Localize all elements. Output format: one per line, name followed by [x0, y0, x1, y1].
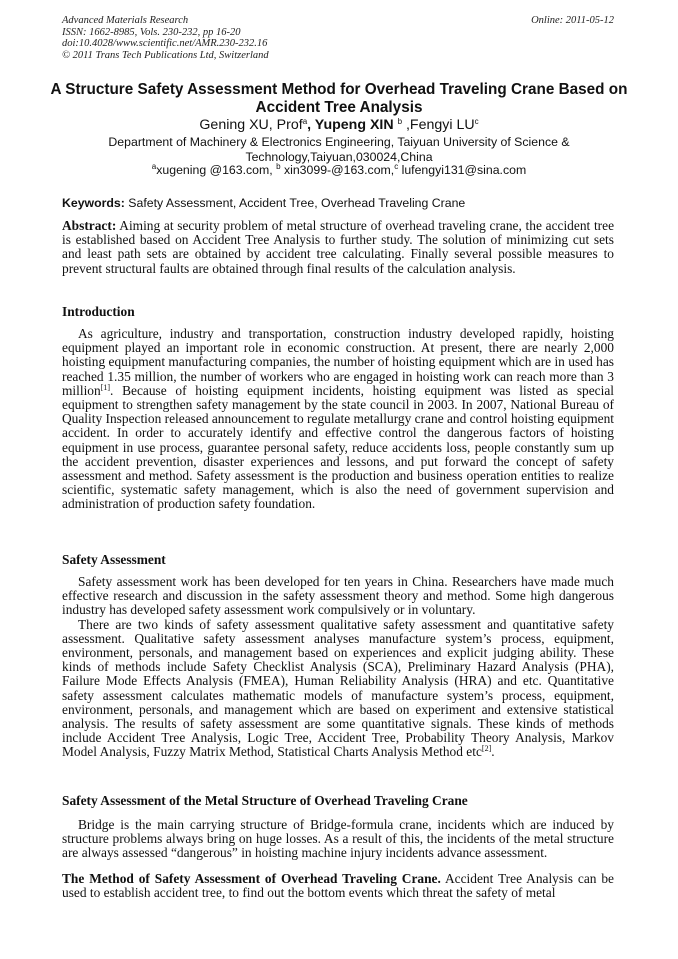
- method-heading: The Method of Safety Assessment of Overhead Traveling Crane.: [62, 871, 441, 886]
- online-date: Online: 2011-05-12: [531, 15, 614, 26]
- affiliation: Department of Machinery & Electronics Engineering, Taiyuan University of Science & Technology,Taiyuan,030024,China: [108, 135, 570, 164]
- citation-2: [2]: [481, 744, 492, 754]
- intro-text-2: . Because of hoisting equipment incidents, hoisting equipment was listed as special equipment to strengthen safety management by the state council in 2003. In 2007, National Bureau of Quality Inspection released announcement to regulate metallurgy crane and control hoisting equipment accident. In order to accurately identify and effective control the dangerous factors of hoisting equipment in use process, guarantee personal safety, reduce accidents loss, people constantly sum up the accident prevention, disaster experiences and lessons, and put forward the concept of safety assessment and method. Safety assessment is the production and business operation entities to realize scientific, systematic safety management, which is also the need of government supervision and administration of production safety foundation.: [62, 382, 614, 512]
- sa-text-2: There are two kinds of safety assessment qualitative safety assessment and quantitative safety assessment. Qualitative safety assessment analyses manufacture system’s process, equipment, environment, personals, and management based on experiences and explicit judging ability. These kinds of methods include Safety Checklist Analysis (SCA), Preliminary Hazard Analysis (PHA), Failure Mode Effects Analysis (FMEA), Human Reliability Analysis (HRA) and etc. Quantitative safety assessment calculates mathematic models of manufacture system’s process, equipment, environment, personals, and management which are based on experiment and extensive statistical analysis. The results of safety assessment are some quantitative signals. These kinds of methods include Accident Tree Analysis, Logic Tree, Accident Tree, Probability Theory Analysis, Markov Model Analysis, Fuzzy Matrix Method, Statistical Charts Analysis Method etc: [62, 616, 614, 760]
- safety-assessment-body: [62, 575, 614, 760]
- email-a: xugening @163.com,: [156, 163, 273, 177]
- ms-paragraph: Bridge is the main carrying structure of Bridge-formula crane, incidents which are induced by structure problems always bring on huge losses. As a result of this, the incidents of the metal structure are always assessed “dangerous” in hoisting machine injury incidents advance assessment.: [62, 817, 614, 861]
- author-list: [40, 117, 638, 134]
- method-paragraph: [62, 872, 614, 900]
- email-sup-c: c: [394, 162, 399, 171]
- citation-1: [1]: [100, 382, 111, 392]
- method-text: Accident Tree Analysis can be used to establish accident tree, to find out the bottom events which threat the safety of metal: [62, 871, 614, 901]
- author-3-sup: c: [474, 117, 479, 126]
- author-2: , Yupeng XIN: [307, 117, 394, 133]
- intro-text-1: As agriculture, industry and transportation, construction industry developed rapidly, hoisting equipment played an important role in economic construction. At present, there are nearly 2,000 hoisting equipment manufacturing companies, the number of hoisting equipment which are in used has reached 1.35 million, the number of workers who are engaged in hoisting work can reach more than 3 million: [62, 326, 614, 398]
- keywords: [62, 196, 614, 211]
- sa-paragraph-1: Safety assessment work has been developed for ten years in China. Researchers have made much effective research and discussion in the safety assessment theory and method. Some high dangerous industry has developed safety assessment work compulsively or in voluntary.: [62, 574, 614, 618]
- author-1-sup: a: [302, 117, 308, 126]
- abstract-label: Abstract:: [62, 218, 117, 233]
- email-c: lufengyi131@sina.com: [401, 163, 527, 177]
- doi-line: doi:10.4028/www.scientific.net/AMR.230-232.16: [62, 38, 268, 49]
- journal-header: [62, 15, 614, 61]
- abstract-text: Aiming at security problem of metal structure of overhead traveling crane, the accident tree is established based on Accident Tree Analysis to further study. The solution of minimizing cut sets and least path sets are obtained by accident tree calculating. Finally several possible measures to prevent structural faults are obtained through final results of the calculation analysis.: [62, 218, 615, 276]
- email-b: xin3099-@163.com,: [283, 163, 395, 177]
- keywords-text: Safety Assessment, Accident Tree, Overhead Traveling Crane: [128, 196, 466, 210]
- author-3: ,Fengyi LU: [405, 117, 475, 133]
- author-2-sup: b: [397, 117, 403, 126]
- keywords-label: Keywords:: [62, 196, 125, 210]
- metal-structure-body: [62, 818, 614, 861]
- author-1: Gening XU, Prof: [199, 117, 303, 133]
- issn-line: ISSN: 1662-8985, Vols. 230-232, pp 16-20: [62, 26, 241, 38]
- introduction-body: [62, 327, 614, 512]
- email-sup-a: a: [151, 162, 157, 171]
- email-sup-b: b: [276, 162, 281, 171]
- sa-text-3: .: [491, 744, 495, 760]
- email-line: [40, 163, 638, 178]
- abstract: [62, 219, 614, 276]
- introduction-heading: Introduction: [62, 304, 135, 319]
- copyright-line: © 2011 Trans Tech Publications Ltd, Switzerland: [62, 49, 269, 61]
- safety-assessment-heading: Safety Assessment: [62, 552, 166, 567]
- metal-structure-heading: Safety Assessment of the Metal Structure of Overhead Traveling Crane: [62, 793, 468, 808]
- paper-title: A Structure Safety Assessment Method for Overhead Traveling Crane Based on Accident Tree Analysis: [50, 81, 628, 116]
- journal-name: Advanced Materials Research: [62, 15, 189, 26]
